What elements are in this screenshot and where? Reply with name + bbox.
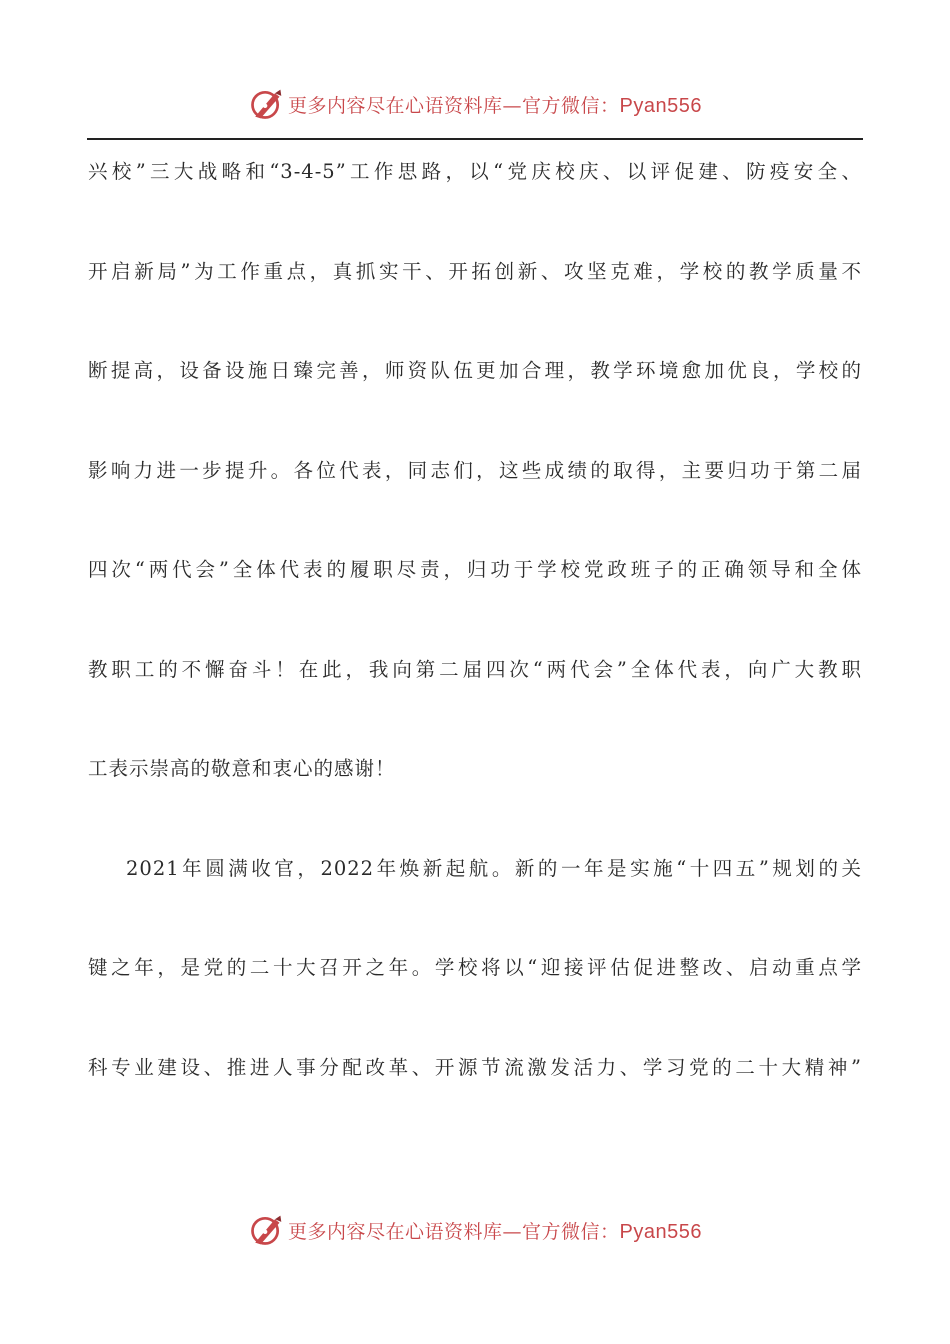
header-banner — [0, 82, 950, 126]
body-line-4: 影响力进一步提升。各位代表，同志们，这些成绩的取得，主要归功于第二届 — [88, 458, 862, 482]
body-line-2: 开启新局”为工作重点，真抓实干、开拓创新、攻坚克难，学校的教学质量不 — [88, 259, 862, 283]
header-banner-text — [288, 91, 702, 118]
pen-nib-logo-icon — [248, 1212, 284, 1248]
body-line-7: 工表示崇高的敬意和衷心的感谢！ — [88, 757, 396, 780]
footer-wechat-label: 官方微信： — [522, 1220, 620, 1243]
footer-banner — [0, 1208, 950, 1252]
header-site-name: 更多内容尽在心语资料库 — [288, 94, 503, 117]
pen-nib-logo-icon — [248, 86, 284, 122]
footer-dash: — — [502, 1220, 523, 1243]
body-line-5: 四次“两代会”全体代表的履职尽责，归功于学校党政班子的正确领导和全体 — [88, 558, 862, 581]
header-wechat-label: 官方微信： — [522, 94, 620, 117]
footer-site-name: 更多内容尽在心语资料库 — [288, 1220, 503, 1243]
body-line-10: 科专业建设、推进人事分配改革、开源节流激发活力、学习党的二十大精神” — [88, 1055, 862, 1079]
body-line-8: 2021年圆满收官，2022年焕新起航。新的一年是实施“十四五”规划的关 — [126, 856, 862, 880]
footer-wechat-id: Pyan556 — [619, 1220, 702, 1243]
body-line-1: 兴校”三大战略和“3-4-5”工作思路，以“党庆校庆、以评促建、防疫安全、 — [88, 160, 862, 183]
body-line-3: 断提高，设备设施日臻完善，师资队伍更加合理，教学环境愈加优良，学校的 — [88, 359, 862, 382]
document-body — [88, 147, 862, 1142]
body-line-9: 键之年，是党的二十大召开之年。学校将以“迎接评估促进整改、启动重点学 — [88, 956, 862, 979]
header-wechat-id: Pyan556 — [619, 94, 702, 117]
footer-banner-text — [288, 1217, 702, 1244]
header-divider — [87, 138, 863, 140]
header-dash: — — [502, 94, 523, 117]
body-line-6: 教职工的不懈奋斗！在此，我向第二届四次“两代会”全体代表，向广大教职 — [88, 657, 862, 681]
